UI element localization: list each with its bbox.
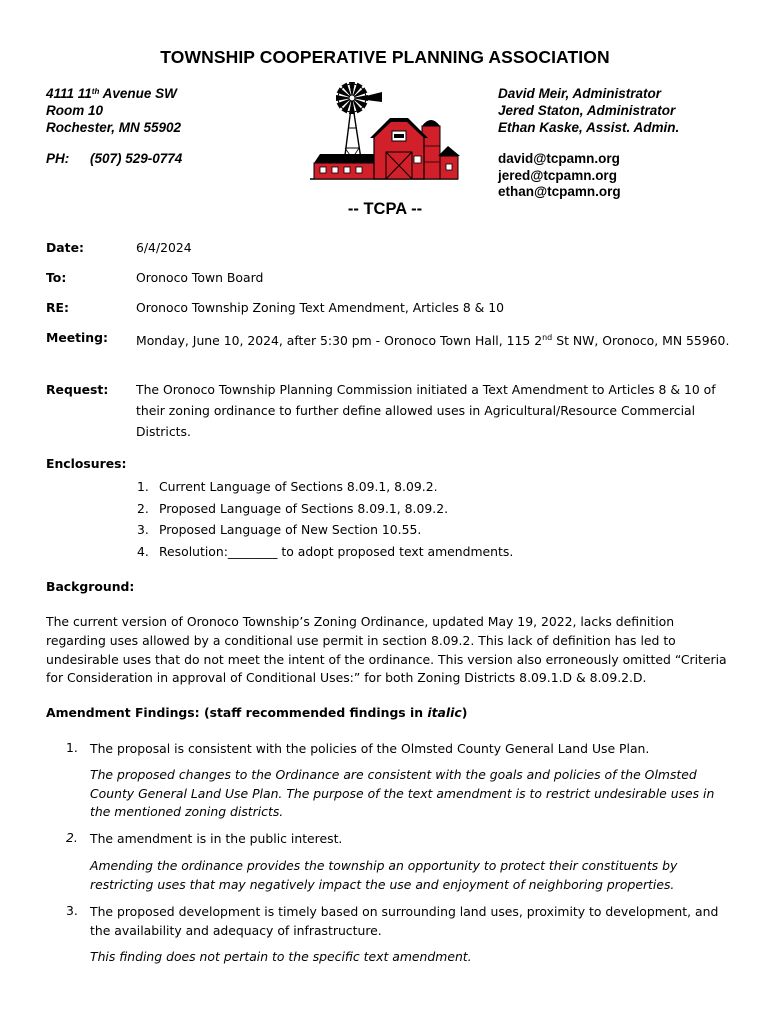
background-paragraph: The current version of Oronoco Township’s Zoning Ordinance, updated May 19, 2022, lacks definition regarding uses allowed by a conditional use permit in section 8.09.2. This lack of definition has led to undesirable uses that do not meet the intent of the ordinance. This version also erroneously omitted “Criteria for Consideration in approval of Conditional Uses:” for both Zoning Districts 8.09.1.D & 8.09.2.D.: [46, 614, 727, 686]
finding-staff-response: This finding does not pertain to the specific text amendment.: [90, 949, 472, 964]
admin-name: Jered Staton, Administrator: [498, 103, 676, 118]
finding-staff-response: The proposed changes to the Ordinance are consistent with the goals and policies of the Olmsted County General Land Use Plan. The purpose of the text amendment is to restrict undesirable uses in the mentioned zoning districts.: [90, 767, 715, 819]
emails-block: [498, 151, 621, 201]
address-city: Rochester, MN 55902: [46, 120, 182, 135]
list-item: 4. Resolution:________ to adopt proposed text amendments.: [137, 543, 514, 559]
admin-name: Ethan Kaske, Assist. Admin.: [498, 120, 680, 135]
address-block: 4111 11th Avenue SW Room 10 Rochester, MN 55902: [46, 86, 182, 135]
administrators-block: [498, 85, 679, 136]
enclosures-list: [137, 476, 513, 562]
email-link[interactable]: david@tcpamn.org: [498, 151, 620, 166]
to-value: Oronoco Town Board: [136, 270, 264, 285]
to-label: To:: [46, 270, 67, 285]
date-label: Date:: [46, 240, 84, 255]
admin-name: David Meir, Administrator: [498, 86, 662, 101]
organization-acronym: -- TCPA --: [347, 200, 423, 218]
meeting-label: Meeting:: [46, 330, 108, 345]
email-link[interactable]: ethan@tcpamn.org: [498, 184, 621, 199]
phone-line: [46, 151, 182, 166]
finding-criterion: The proposal is consistent with the policies of the Olmsted County General Land Use Plan.: [90, 741, 650, 756]
finding-criterion: The proposed development is timely based on surrounding land uses, proximity to development, and the availability and adequacy of infrastructure.: [90, 904, 719, 938]
background-heading: Background:: [46, 579, 135, 594]
list-item: 3. Proposed Language of New Section 10.55.: [137, 522, 422, 537]
phone-number: (507) 529-0774: [90, 151, 183, 166]
phone-label: PH:: [46, 151, 70, 166]
request-label: Request:: [46, 382, 109, 397]
farm-windmill-logo: [308, 76, 464, 184]
list-item: 2. Proposed Language of Sections 8.09.1, 8.09.2.: [137, 500, 449, 516]
email-link[interactable]: jered@tcpamn.org: [498, 167, 617, 183]
re-label: RE:: [46, 300, 69, 315]
organization-title: TOWNSHIP COOPERATIVE PLANNING ASSOCIATION: [160, 47, 610, 67]
enclosures-label: Enclosures:: [46, 456, 127, 471]
meeting-value: Monday, June 10, 2024, after 5:30 pm - Oronoco Town Hall, 115 2nd St NW, Oronoco, MN 55960.: [136, 333, 730, 349]
address-room: Room 10: [46, 103, 104, 118]
findings-heading: Amendment Findings: (staff recommended findings in italic): [46, 705, 468, 720]
finding-staff-response: Amending the ordinance provides the township an opportunity to protect their constituents by restricting uses that may negatively impact the use and enjoyment of neighboring properties.: [90, 858, 678, 892]
date-value: 6/4/2024: [136, 240, 192, 255]
request-value: The Oronoco Township Planning Commission initiated a Text Amendment to Articles 8 & 10 of their zoning ordinance to further define allowed uses in Agricultural/Resource Commercial Districts.: [136, 382, 716, 439]
finding-criterion: The amendment is in the public interest.: [90, 831, 343, 846]
re-value: Oronoco Township Zoning Text Amendment, Articles 8 & 10: [136, 300, 505, 315]
list-item: 1. Current Language of Sections 8.09.1, 8.09.2.: [137, 479, 438, 494]
